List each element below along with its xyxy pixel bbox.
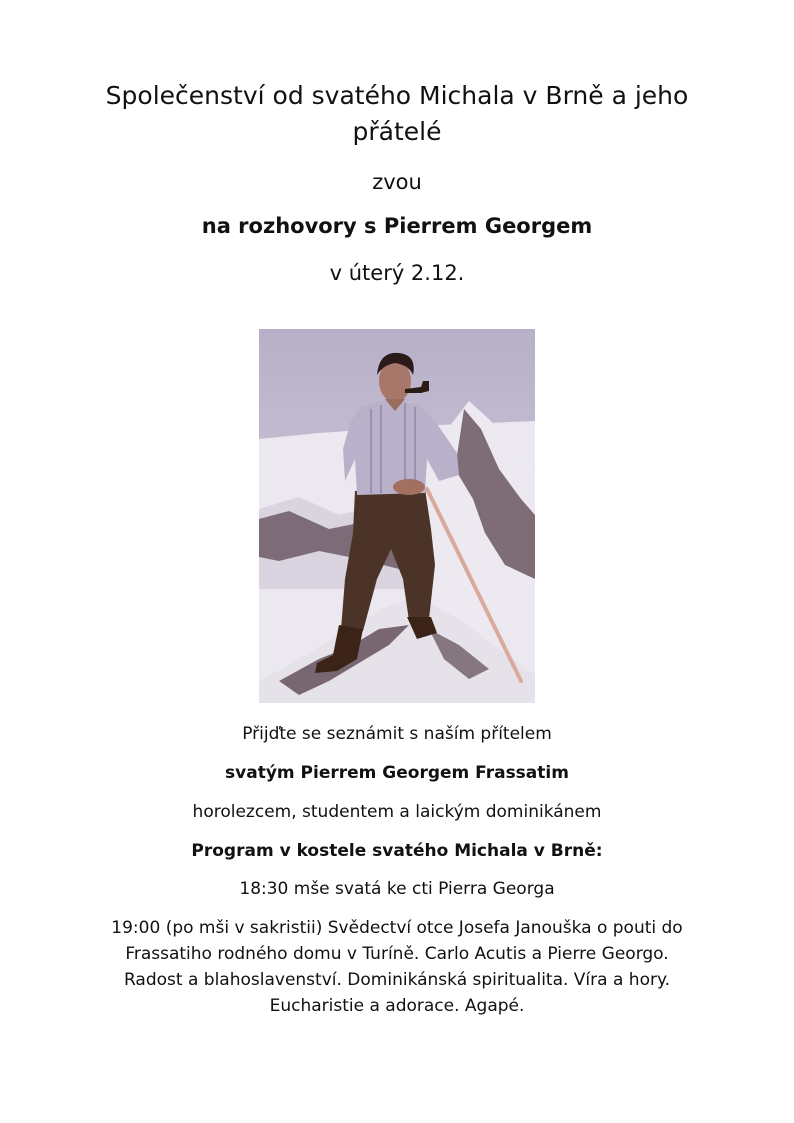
photo-hands: [393, 479, 425, 495]
invitation-heading: Společenství od svatého Michala v Brně a jeho přátelé: [105, 81, 689, 146]
event-date: v úterý 2.12.: [329, 261, 465, 285]
program-mass: 18:30 mše svatá ke cti Pierra Georga: [239, 879, 555, 899]
saint-name: svatým Pierrem Georgem Frassatim: [225, 763, 569, 783]
program-talk: 19:00 (po mši v sakristii) Svědectví otce Josefa Janouška o pouti do Frassatiho rodného domu v Turíně. Carlo Acutis a Pierre Georgo. Radost a blahoslavenství. Dominikánská spiritualita. Víra a hory. Eucharistie a adorace. Agapé.: [111, 918, 683, 1016]
program-heading: Program v kostele svatého Michala v Brně:: [191, 841, 603, 861]
mountaineer-photo: [259, 329, 535, 703]
event-title: na rozhovory s Pierrem Georgem: [201, 214, 593, 238]
invitation-verb: zvou: [372, 170, 422, 194]
saint-description: horolezcem, studentem a laickým dominikánem: [192, 802, 602, 822]
intro-line: Přijďte se seznámit s naším přítelem: [242, 724, 552, 744]
